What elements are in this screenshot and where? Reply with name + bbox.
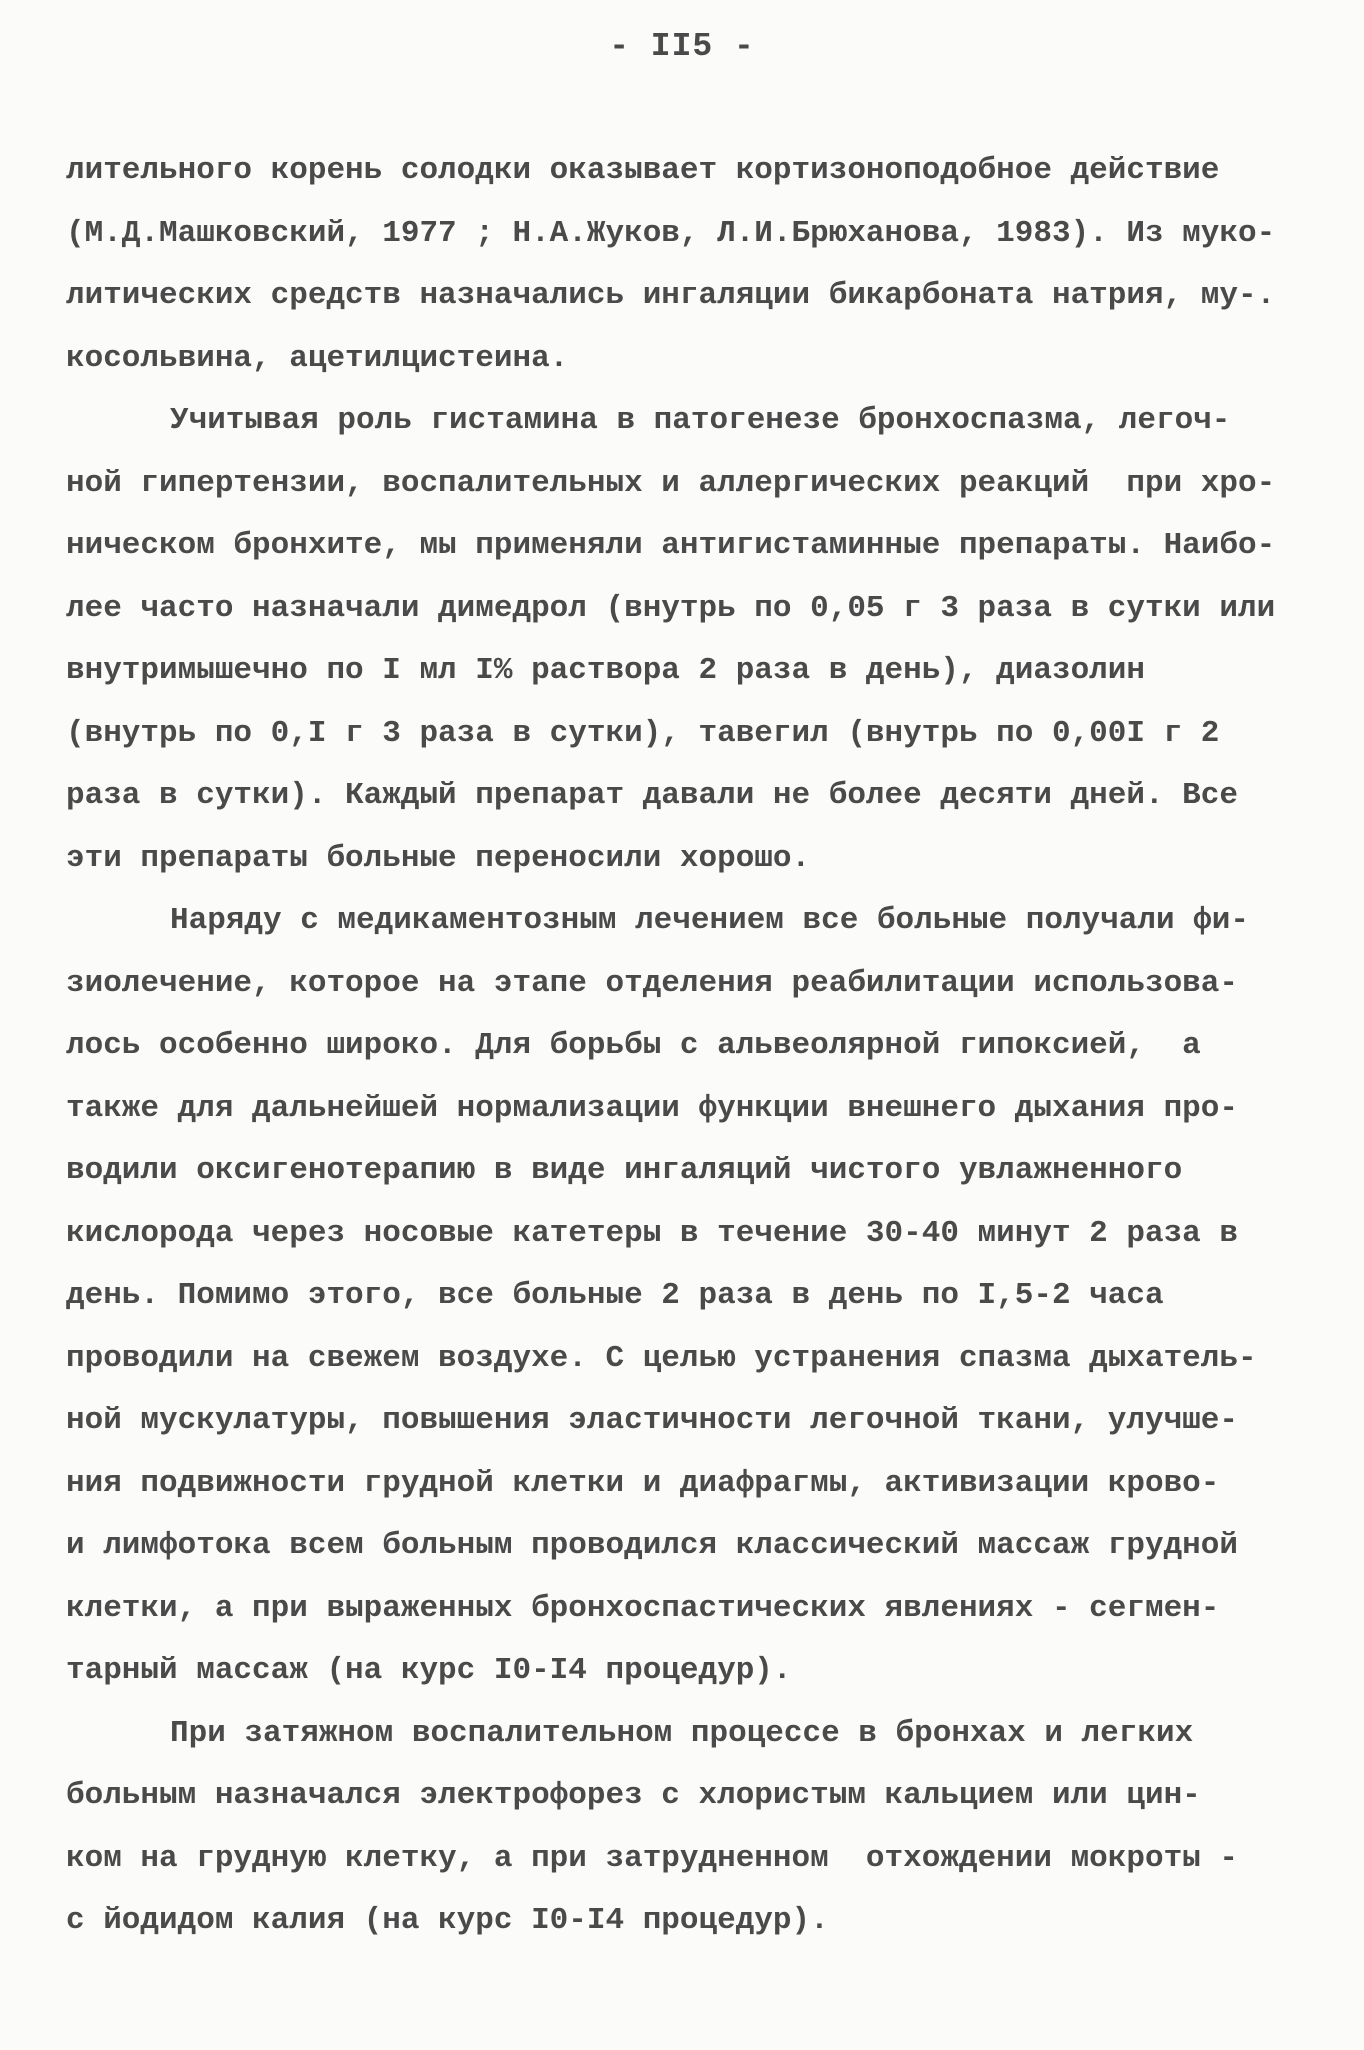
text-line: (М.Д.Машковский, 1977 ; Н.А.Жуков, Л.И.Брюханова, 1983). Из муко- [66, 215, 1276, 251]
text-line: проводили на свежем воздухе. С целью устранения спазма дыхатель- [66, 1340, 1257, 1376]
text-line: При затяжном воспалительном процессе в бронхах и легких [170, 1715, 1194, 1751]
text-line: кислорода через носовые катетеры в течение 30-40 минут 2 раза в [66, 1215, 1238, 1251]
text-line: ком на грудную клетку, а при затрудненном отхождении мокроты - [66, 1840, 1238, 1876]
text-line: лось особенно широко. Для борьбы с альвеолярной гипоксией, а [66, 1028, 1201, 1063]
text-line: литических средств назначались ингаляции бикарбоната натрия, му-. [66, 278, 1276, 313]
text-line: ной мускулатуры, повышения эластичности легочной ткани, улучше- [66, 1403, 1238, 1438]
text-line: раза в сутки). Каждый препарат давали не более десяти дней. Все [66, 778, 1238, 813]
text-line: день. Помимо этого, все больные 2 раза в день по I,5-2 часа [66, 1278, 1164, 1313]
text-line: и лимфотока всем больным проводился классический массаж грудной [66, 1528, 1238, 1563]
text-line: лее часто назначали димедрол (внутрь по 0,05 г 3 раза в сутки или [66, 590, 1276, 626]
text-line: ническом бронхите, мы применяли антигистаминные препараты. Наибо- [66, 528, 1276, 563]
text-line: (внутрь по 0,I г 3 раза в сутки), тавегил (внутрь по 0,00I г 2 [66, 715, 1220, 751]
text-line: больным назначался электрофорез с хлористым кальцием или цин- [66, 1778, 1201, 1813]
body-text [66, 140, 1336, 1953]
text-line: ния подвижности грудной клетки и диафрагмы, активизации крово- [66, 1465, 1220, 1501]
text-line: Наряду с медикаментозным лечением все больные получали фи- [170, 903, 1249, 938]
text-line: зиолечение, которое на этапе отделения реабилитации использова- [66, 965, 1238, 1001]
text-line: лительного корень солодки оказывает кортизоноподобное действие [66, 153, 1220, 188]
text-line: тарный массаж (на курс I0-I4 процедур). [66, 1653, 792, 1688]
text-line: косольвина, ацетилцистеина. [66, 340, 569, 376]
text-line: внутримышечно по I мл I% раствора 2 раза в день), диазолин [66, 653, 1145, 688]
text-line: с йодидом калия (на курс I0-I4 процедур). [66, 1903, 829, 1938]
text-line: ной гипертензии, воспалительных и аллергических реакций при хро- [66, 465, 1276, 501]
text-line: Учитывая роль гистамина в патогенезе бронхоспазма, легоч- [170, 403, 1231, 438]
text-line: клетки, а при выраженных бронхоспастических явлениях - сегмен- [66, 1590, 1220, 1626]
page-number: - II5 - [609, 28, 755, 65]
text-line: эти препараты больные переносили хорошо. [66, 840, 811, 876]
text-line: также для дальнейшей нормализации функции внешнего дыхания про- [66, 1090, 1238, 1126]
text-line: водили оксигенотерапию в виде ингаляций чистого увлажненного [66, 1153, 1183, 1188]
